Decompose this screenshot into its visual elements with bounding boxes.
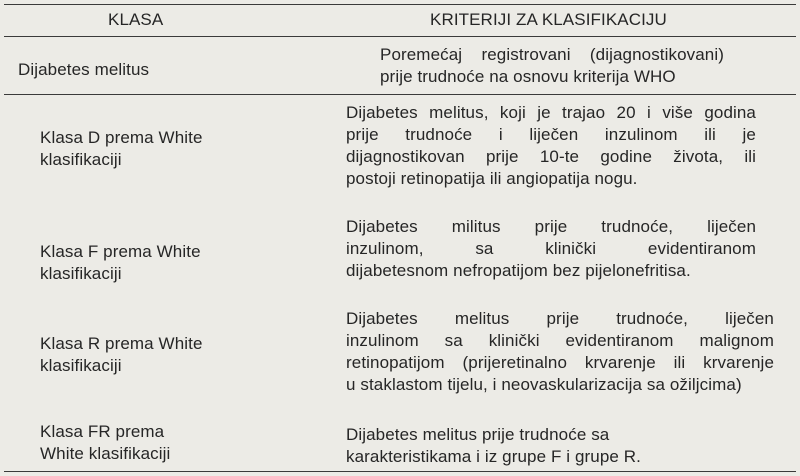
row-klasa-f-class: Klasa F prema White klasifikaciji xyxy=(40,242,201,283)
table-bottom-rule xyxy=(4,471,796,472)
row-klasa-r-criteria: Dijabetes melitus prije trudnoće, liječen inzulinom sa klinički evidentiranom malignom retinopatijom (prijeretinalno krvarenje ili krvarenje u staklastom tijelu, i neovaskularizacija sa ožiljcima) xyxy=(346,309,774,394)
header-kriteriji: KRITERIJI ZA KLASIFIKACIJU xyxy=(430,10,667,29)
row-klasa-fr-class: Klasa FR prema White klasifikaciji xyxy=(40,422,171,463)
table-top-rule xyxy=(4,4,796,5)
header-klasa: KLASA xyxy=(108,10,164,29)
header-bottom-rule xyxy=(4,36,796,37)
row-klasa-d-class: Klasa D prema White klasifikaciji xyxy=(40,128,203,169)
row-dijabetes-melitus-class: Dijabetes melitus xyxy=(18,60,150,79)
row-klasa-r-class: Klasa R prema White klasifikaciji xyxy=(40,334,203,375)
row-dijabetes-melitus-criteria: Poremećaj registrovani (dijagnostikovani) prije trudnoće na osnovu kriterija WHO xyxy=(380,45,724,86)
row-klasa-fr-criteria: Dijabetes melitus prije trudnoće sa karakteristikama i iz grupe F i grupe R. xyxy=(346,425,641,466)
row-klasa-f-criteria: Dijabetes militus prije trudnoće, liječen inzulinom, sa klinički evidentiranom dijabetesnom nefropatijom bez pijelonefritisa. xyxy=(346,217,756,280)
first-row-bottom-rule xyxy=(4,94,796,95)
row-klasa-d-criteria: Dijabetes melitus, koji je trajao 20 i više godina prije trudnoće i liječen inzulinom ili je dijagnostikovan prije 10-te godine života, ili postoji retinopatija ili angiopatija nogu. xyxy=(346,103,756,188)
